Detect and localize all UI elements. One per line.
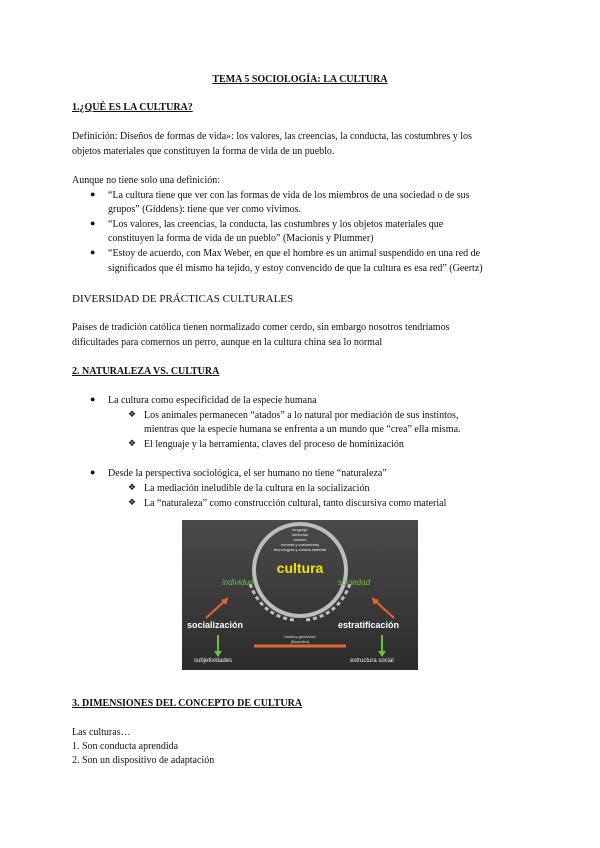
section-2-heading: 2. NATURALEZA VS. CULTURA [72, 366, 220, 377]
page-title: TEMA 5 SOCIOLOGÍA: LA CULTURA [212, 74, 388, 85]
habitus-line: (Bourdieu) [290, 639, 310, 644]
habitus-line: habitus-gen/clase [284, 634, 316, 639]
diamond-bullet-icon: ❖ [128, 438, 137, 448]
bullet-icon: ● [90, 247, 96, 257]
diversity-line-2: dificultades para comernos un perro, aunque en la cultura china sea lo normal [72, 337, 383, 348]
individuo-label: individuo [222, 578, 254, 587]
s3-item-2: 2. Son un dispositivo de adaptación [72, 755, 215, 766]
bullet-icon: ● [90, 189, 96, 199]
socializacion-label: socialización [187, 620, 244, 630]
intro-text: Aunque no tiene solo una definición: [72, 175, 221, 186]
s2-bullet-1: La cultura como especificidad de la especie humana [108, 395, 317, 406]
diamond-bullet-icon: ❖ [128, 497, 137, 507]
bullet-icon: ● [90, 467, 96, 477]
diamond-bullet-icon: ❖ [128, 409, 137, 419]
bullet-2-line-1: “Los valores, las creencias, la conducta, las costumbres y los objetos materiales que [108, 219, 444, 230]
section-1-heading: 1.¿QUÉ ES LA CULTURA? [72, 102, 193, 113]
diversity-line-1: Países de tradición católica tienen normalizado comer cerdo, sin embargo nosotros tendríamos [72, 322, 450, 333]
habitus-label [182, 634, 418, 644]
subjetividades-label: subjetividades [194, 658, 233, 664]
s2-sub-3: La mediación ineludible de la cultura en la socialización [144, 483, 370, 494]
bullet-icon: ● [90, 218, 96, 228]
definition-line-1: Definición: Diseños de formas de vida»: los valores, las creencias, la conducta, las costumbres y los [72, 131, 472, 142]
inner-term: normas y costumbres [280, 542, 320, 547]
s2-bullet-2: Desde la perspectiva sociológica, el ser humano no tiene “naturaleza” [108, 468, 387, 479]
s3-intro: Las culturas… [72, 727, 131, 738]
inner-term: símbolos [291, 532, 308, 537]
diamond-bullet-icon: ❖ [128, 482, 137, 492]
culture-diagram [182, 520, 418, 670]
estructura-social-label: estructura social [350, 658, 394, 664]
inner-term: valores [293, 537, 307, 542]
diversity-heading: DIVERSIDAD DE PRÁCTICAS CULTURALES [72, 293, 294, 305]
definition-line-2: objetos materiales que constituyen la forma de vida de un pueblo. [72, 146, 335, 157]
sociedad-label: sociedad [338, 578, 371, 587]
bullet-icon: ● [90, 394, 96, 404]
s2-sub-4: La “naturaleza” como construcción cultural, tanto discursiva como material [144, 498, 447, 509]
inner-term: lenguaje [292, 527, 308, 532]
bullet-3-line-2: significados que él mismo ha tejido, y estoy convencido de que la cultura es esa red” (Geertz) [108, 263, 483, 274]
bullet-2-line-2: constituyen la forma de vida de un pueblo” (Macionis y Plummer) [108, 233, 374, 244]
s2-sub-1-line-1: Los animales permanecen “atados” a lo natural por mediación de sus instintos, [144, 410, 459, 421]
section-3-heading: 3. DIMENSIONES DEL CONCEPTO DE CULTURA [72, 698, 303, 709]
s3-item-1: 1. Son conducta aprendida [72, 741, 179, 752]
s2-sub-1-line-2: mientras que la especie humana se enfrenta a un mundo que “crea” ella misma. [144, 424, 461, 435]
inner-terms [182, 527, 418, 552]
s2-sub-2: El lenguaje y la herramienta, claves del proceso de hominización [144, 439, 404, 450]
center-culture-label: cultura [276, 560, 324, 576]
bullet-1-line-2: grupos” (Giddens): tiene que ver como vivimos. [108, 204, 302, 215]
bullet-1-line-1: “La cultura tiene que ver con las formas de vida de los miembros de una sociedad o de sus [108, 190, 470, 201]
estratificacion-label: estratificación [338, 620, 400, 630]
inner-term: tecnologías y cultura material [273, 547, 327, 552]
bullet-3-line-1: “Estoy de acuerdo, con Max Weber, en que el hombre es un animal suspendido en una red de [108, 248, 481, 259]
